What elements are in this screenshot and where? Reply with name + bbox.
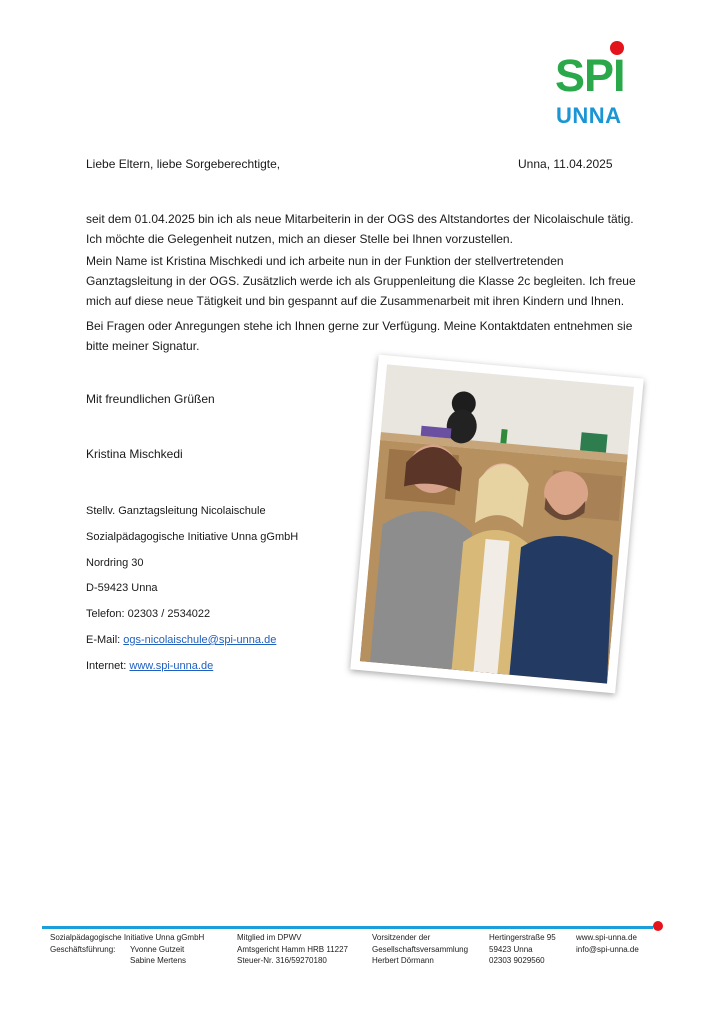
- team-photo: [360, 364, 634, 683]
- web-label: Internet:: [86, 659, 130, 672]
- paragraph-role: Mein Name ist Kristina Mischkedi und ich arbeite nun in der Funktion der stellvertretenden Ganztagsleitung in der OGS. Zusätzlich werde ich als Gruppenleitung die Klasse 2c begleiten. Ich freue mich auf diese neue Tätigkeit und bin gespannt auf die Zusammenarbeit mit ihren Kindern und Ihnen.: [86, 254, 636, 308]
- footer-chair-label-1: Vorsitzender der: [372, 933, 431, 942]
- email-label: E-Mail:: [86, 633, 124, 646]
- email-link[interactable]: ogs-nicolaischule@spi-unna.de: [123, 633, 277, 646]
- signature-street: Nordring 30: [86, 556, 144, 569]
- signature-role: Stellv. Ganztagsleitung Nicolaischule: [86, 505, 266, 517]
- team-photo-illustration: [360, 364, 634, 683]
- place-date: Unna, 11.04.2025: [518, 157, 613, 171]
- footer-tax-number: Steuer-Nr. 316/59270180: [237, 956, 327, 965]
- footer-manager-2: Sabine Mertens: [130, 956, 187, 965]
- footer-registration-col: [237, 932, 348, 967]
- closing: Mit freundlichen Grüßen: [86, 392, 215, 406]
- footer-court-register: Amtsgericht Hamm HRB 11227: [237, 944, 348, 954]
- signature-phone: Telefon: 02303 / 2534022: [86, 608, 211, 621]
- paragraph-intro: seit dem 01.04.2025 bin ich als neue Mitarbeiterin in der OGS des Altstandortes der Nicolaischule tätig. Ich möchte die Gelegenheit nutzen, mich an dieser Stelle bei Ihnen vorzustellen.: [86, 212, 634, 246]
- footer-chair-col: [372, 932, 468, 967]
- footer-phone: 02303 9029560: [489, 956, 545, 965]
- salutation: Liebe Eltern, liebe Sorgeberechtigte,: [86, 157, 281, 171]
- website-link[interactable]: www.spi-unna.de: [129, 659, 214, 672]
- footer-web-col: [576, 932, 639, 955]
- footer-membership: Mitglied im DPWV: [237, 933, 302, 942]
- logo-unna-text: UNNA: [556, 103, 622, 128]
- footer-website: www.spi-unna.de: [576, 933, 637, 942]
- footer-rule: [42, 926, 653, 929]
- footer-street: Hertingerstraße 95: [489, 933, 556, 942]
- signature-organization: Sozialpädagogische Initiative Unna gGmbH: [86, 530, 299, 543]
- team-photo-frame: [350, 355, 644, 694]
- sender-name: Kristina Mischkedi: [86, 447, 183, 461]
- footer-management-names: [130, 944, 186, 967]
- footer-city: 59423 Unna: [489, 944, 533, 954]
- paragraph-contact: Bei Fragen oder Anregungen stehe ich Ihnen gerne zur Verfügung. Meine Kontaktdaten entnehmen sie bitte meiner Signatur.: [86, 319, 633, 353]
- signature-email-row: [86, 628, 298, 654]
- logo-spi-text: SPI: [555, 50, 625, 101]
- signature-web-row: [86, 654, 298, 680]
- footer-management-label: Geschäftsführung:: [50, 944, 116, 954]
- spi-unna-logo: [553, 38, 643, 130]
- signature-city: D-59423 Unna: [86, 582, 158, 595]
- footer-manager-1: Yvonne Gutzeit: [130, 944, 185, 954]
- footer-address-col: [489, 932, 556, 967]
- footer-red-dot: [653, 921, 663, 931]
- footer-chair-name: Herbert Dörmann: [372, 956, 434, 965]
- signature-block: [86, 499, 298, 680]
- footer-company-name: Sozialpädagogische Initiative Unna gGmbH: [50, 933, 205, 942]
- footer-chair-label-2: Gesellschaftsversammlung: [372, 944, 469, 954]
- footer-email: info@spi-unna.de: [576, 944, 639, 954]
